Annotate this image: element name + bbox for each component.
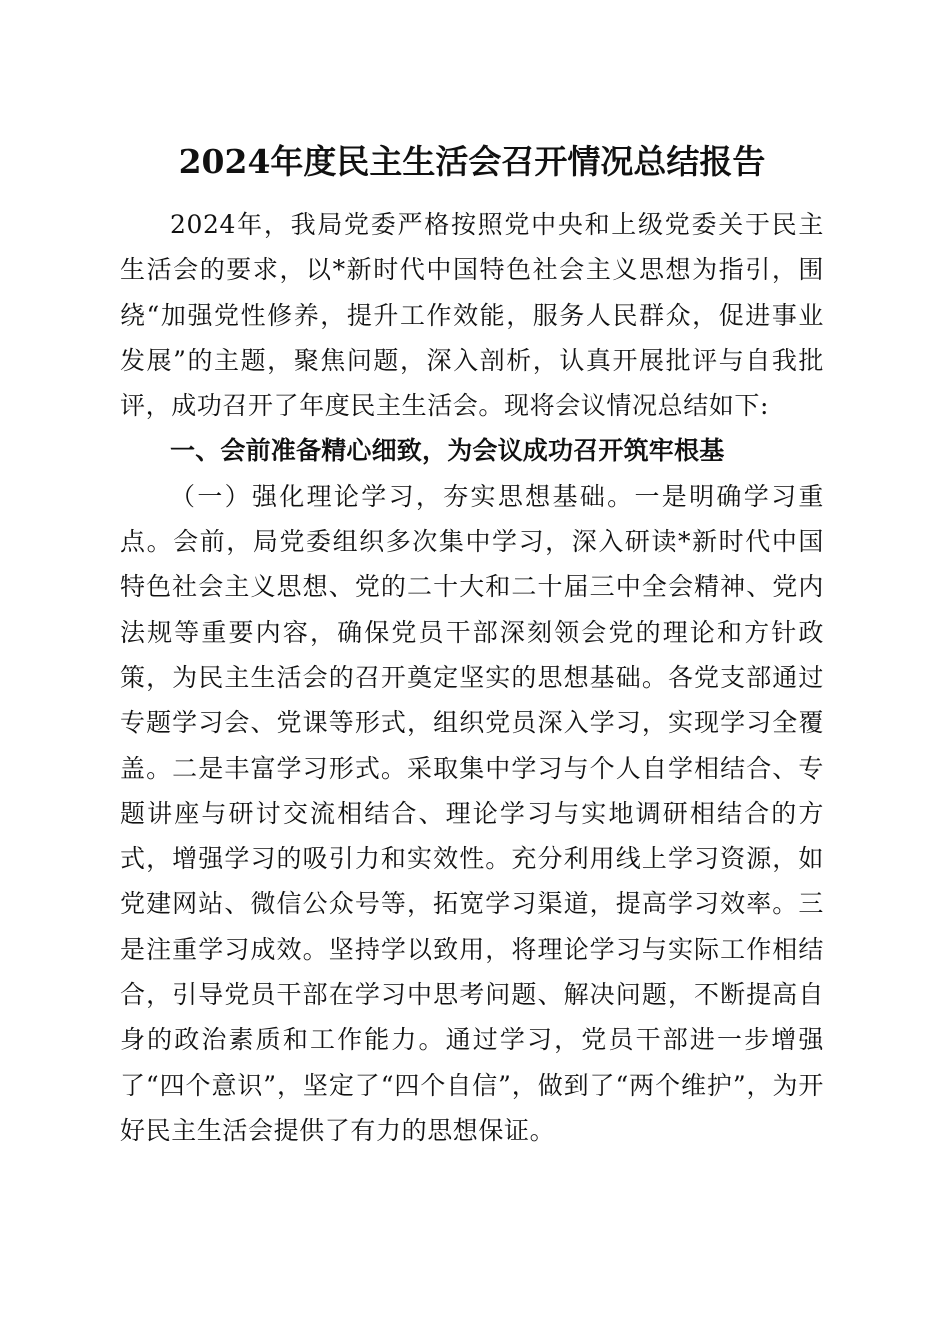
subsection-1-body: 一是明确学习重点。会前，局党委组织多次集中学习，深入研读*新时代中国特色社会主义思想、党的二十大和二十届三中全会精神、党内法规等重要内容，确保党员干部深刻领会党的理论和方针政策，为民主生活会的召开奠定坚实的思想基础。各党支部通过专题学习会、党课等形式，组织党员深入学习，实现学习全覆盖。二是丰富学习形式。采取集中学习与个人自学相结合、专题讲座与研讨交流相结合、理论学习与实地调研相结合的方式，增强学习的吸引力和实效性。充分利用线上学习资源，如党建网站、微信公众号等，拓宽学习渠道，提高学习效率。三是注重学习成效。坚持学以致用，将理论学习与实际工作相结合，引导党员干部在学习中思考问题、解决问题，不断提高自身的政治素质和工作能力。通过学习，党员干部进一步增强了“四个意识”，坚定了“四个自信”，做到了“两个维护”，为开好民主生活会提供了有力的思想保证。 (120, 481, 824, 1145)
intro-paragraph: 2024年，我局党委严格按照党中央和上级党委关于民主生活会的要求，以*新时代中国特色社会主义思想为指引，围绕“加强党性修养，提升工作效能，服务人民群众，促进事业发展”的主题，聚焦问题，深入剖析，认真开展批评与自我批评，成功召开了年度民主生活会。现将会议情况总结如下: (120, 210, 824, 421)
section-1-heading: 一、会前准备精心细致，为会议成功召开筑牢根基 (170, 436, 725, 466)
subsection-1-heading: （一）强化理论学习，夯实思想基础。 (170, 481, 635, 511)
section-1-paragraph (120, 474, 824, 1153)
document-title: 2024年度民主生活会召开情况总结报告 (178, 142, 766, 181)
document-page (120, 132, 824, 1153)
